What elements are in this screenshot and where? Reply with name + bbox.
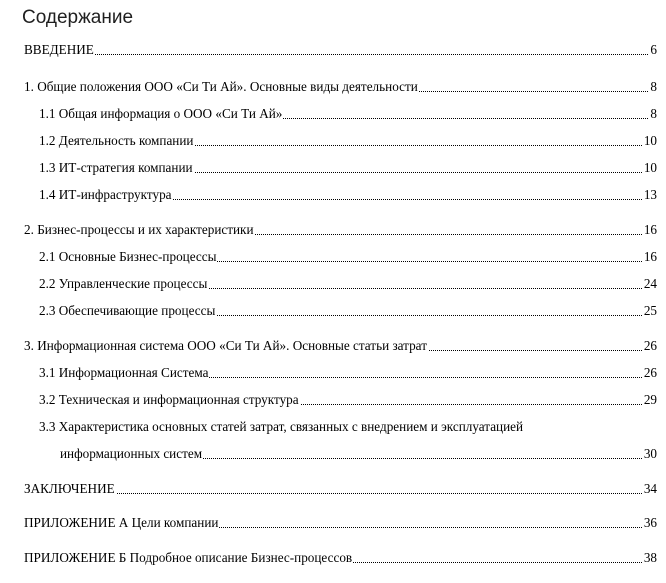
toc-entry-page: 6 — [648, 40, 657, 60]
toc-entry-label: 1.3 ИТ-стратегия компании — [39, 158, 194, 178]
toc-entry-section-2-3[interactable] — [0, 301, 666, 321]
toc-entry-section-3-2[interactable] — [0, 390, 666, 410]
toc-entry-label: 3.2 Техническая и информационная структура — [39, 390, 300, 410]
toc-entry-label: ЗАКЛЮЧЕНИЕ — [24, 479, 116, 499]
toc-entry-section-2-1[interactable] — [0, 247, 666, 267]
toc-entry-section-3-3[interactable] — [0, 444, 666, 464]
toc-entry-label: информационных систем — [60, 444, 203, 464]
toc-entry-conclusion[interactable] — [0, 479, 666, 499]
toc-entry-label: 3.1 Информационная Система — [39, 363, 209, 383]
toc-entry-label: 2.3 Обеспечивающие процессы — [39, 301, 216, 321]
toc-entry-section-1-3[interactable] — [0, 158, 666, 178]
toc-entry-page: 26 — [642, 336, 657, 356]
toc-entry-label: 3. Информационная система ООО «Си Ти Ай». Основные статьи затрат — [24, 336, 428, 356]
toc-entry-page: 29 — [642, 390, 657, 410]
toc-entry-page: 8 — [648, 104, 657, 124]
toc-entry-page: 34 — [642, 479, 657, 499]
toc-entry-page: 16 — [642, 220, 657, 240]
toc-entry-section-3-3-line1[interactable]: 3.3 Характеристика основных статей затрат, связанных с внедрением и эксплуатацией — [39, 419, 524, 434]
toc-entry-page: 8 — [648, 77, 657, 97]
toc-entry-section-1-4[interactable] — [0, 185, 666, 205]
dot-leader — [24, 54, 656, 55]
dot-leader — [24, 493, 656, 494]
toc-entry-label: 1. Общие положения ООО «Си Ти Ай». Основные виды деятельности — [24, 77, 419, 97]
toc-entry-label: ПРИЛОЖЕНИЕ А Цели компании — [24, 513, 219, 533]
toc-entry-section-2-2[interactable] — [0, 274, 666, 294]
toc-entry-introduction[interactable] — [0, 40, 666, 60]
toc-entry-label: 1.4 ИТ-инфраструктура — [39, 185, 173, 205]
toc-entry-page: 24 — [642, 274, 657, 294]
toc-entry-label: 2.1 Основные Бизнес-процессы — [39, 247, 217, 267]
toc-entry-section-2[interactable] — [0, 220, 666, 240]
toc-entry-page: 10 — [642, 158, 657, 178]
toc-entry-page: 26 — [642, 363, 657, 383]
toc-entry-label: ВВЕДЕНИЕ — [24, 40, 95, 60]
toc-entry-label: 2.2 Управленческие процессы — [39, 274, 208, 294]
toc-entry-appendix-b[interactable] — [0, 548, 666, 568]
toc-entry-section-1-1[interactable] — [0, 104, 666, 124]
toc-entry-label: 2. Бизнес-процессы и их характеристики — [24, 220, 255, 240]
toc-entry-page: 25 — [642, 301, 657, 321]
toc-entry-label: 1.1 Общая информация о ООО «Си Ти Ай» — [39, 104, 283, 124]
page-title: Содержание — [22, 7, 134, 28]
toc-entry-label: ПРИЛОЖЕНИЕ Б Подробное описание Бизнес-процессов — [24, 548, 353, 568]
toc-entry-label: 1.2 Деятельность компании — [39, 131, 194, 151]
toc-entry-section-1-2[interactable] — [0, 131, 666, 151]
toc-entry-page: 16 — [642, 247, 657, 267]
toc-entry-page: 13 — [642, 185, 657, 205]
toc-entry-page: 36 — [642, 513, 657, 533]
toc-entry-appendix-a[interactable] — [0, 513, 666, 533]
toc-entry-page: 38 — [642, 548, 657, 568]
toc-entry-section-3[interactable] — [0, 336, 666, 356]
toc-entry-section-3-1[interactable] — [0, 363, 666, 383]
toc-entry-page: 10 — [642, 131, 657, 151]
toc-entry-page: 30 — [642, 444, 657, 464]
toc-entry-section-1[interactable] — [0, 77, 666, 97]
